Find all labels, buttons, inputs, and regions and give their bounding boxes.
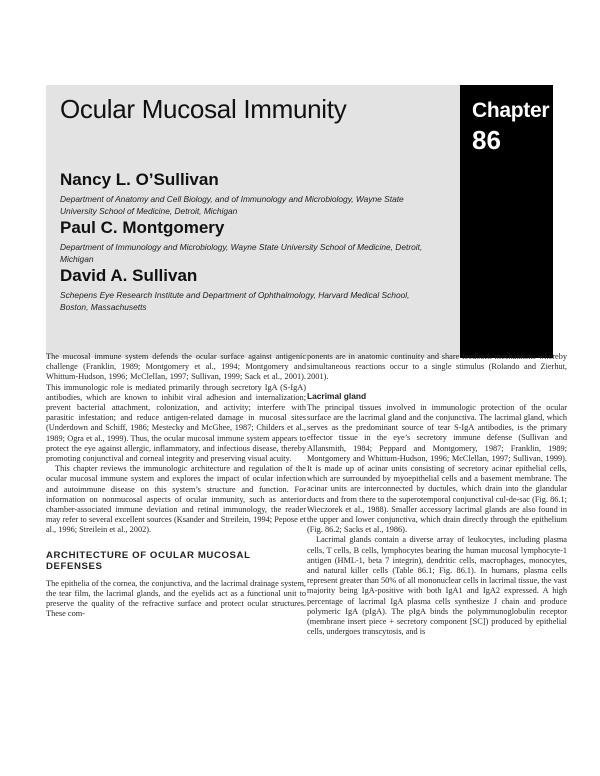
chapter-label: Chapter	[472, 99, 550, 122]
chapter-title: Ocular Mucosal Immunity	[60, 94, 347, 124]
author-name: Nancy L. O’Sullivan	[60, 170, 219, 189]
right-text-column	[307, 352, 567, 637]
body-paragraph: The mucosal immune system defends the ocular surface against antigenic challenge (Franklin, 1989; Montgomery et al., 1994; Montgomery and Whittum-Hudson, 1996; McClellan, 1997; Sullivan, 1999; Sack et al., 2001). This immunologic role is mediated primarily through secretory IgA (S-IgA) antibodies, which are known to inhibit viral adhesion and internalization; prevent bacterial attachment, colonization, and activity; interfere with parasitic infestation; and reduce antigen-related damage in mucosal sites (Underdown and Schiff, 1986; Mestecky and McGhee, 1987; Childers et al., 1989; Ogra et al., 1999). Thus, the ocular mucosal immune system appears to protect the eye against allergic, inflammatory, and infectious disease, thereby promoting conjunctival and corneal integrity and preserving visual acuity.	[46, 352, 306, 464]
author-block-2	[60, 218, 440, 265]
section-heading: ARCHITECTURE OF OCULAR MUCOSAL DEFENSES	[46, 549, 251, 573]
body-paragraph: This chapter reviews the immunologic architecture and regulation of the ocular mucosal immune system and explores the impact of ocular infection and autoimmune disease on this system’s structure and function. For information on nonmucosal aspects of ocular immunity, such as anterior chamber-associated immune deviation and retinal immunology, the reader may refer to several excellent sources (Ksander and Streilein, 1994; Pepose et al., 1996; Streilein et al., 2002).	[46, 464, 306, 535]
chapter-number: 86	[472, 125, 501, 155]
author-affiliation: Department of Immunology and Microbiology, Wayne State University School of Medicine, Detroit, Michigan	[60, 242, 423, 264]
author-affiliation: Schepens Eye Research Institute and Department of Ophthalmology, Harvard Medical School, Boston, Massachusetts	[60, 290, 410, 312]
body-paragraph: Lacrimal glands contain a diverse array of leukocytes, including plasma cells, T cells, B cells, lymphocytes bearing the human mucosal lymphocyte-1 antigen (HML-1, beta 7 integrin), dendritic cells, macrophages, monocytes, and natural killer cells (Table 86.1; Fig. 86.1). In humans, plasma cells represent greater than 50% of all mononuclear cells in lacrimal tissue, the vast majority being IgA-positive with both IgA1 and IgA2 expressed. A high percentage of lacrimal IgA plasma cells synthesize J chain and produce polymeric IgA (pIgA). The pIgA binds the polymmunoglobulin receptor (membrane insert piece + secretory component [SC]) produced by epithelial cells, undergoes transcytosis, and is	[307, 535, 567, 637]
left-text-column	[46, 352, 306, 619]
body-paragraph: ponents are in anatomic continuity and share feedback mechanisms whereby simultaneous reactions occur to a single stimulus (Rolando and Zierhut, 2001).	[307, 352, 567, 382]
author-block-1	[60, 170, 440, 217]
body-paragraph: The epithelia of the cornea, the conjunctiva, and the lacrimal drainage system, the tear film, the lacrimal glands, and the eyelids act as a functional unit to preserve the quality of the refractive surface and protect ocular structures. These com-	[46, 578, 306, 619]
author-affiliation: Department of Anatomy and Cell Biology, and of Immunology and Microbiology, Wayne State University School of Medicine, Detroit, Michigan	[60, 194, 404, 216]
author-name: David A. Sullivan	[60, 266, 198, 285]
author-name: Paul C. Montgomery	[60, 218, 225, 237]
chapter-number-box	[460, 85, 553, 358]
author-block-3	[60, 266, 440, 313]
subsection-heading: Lacrimal gland	[307, 390, 367, 401]
body-paragraph: The principal tissues involved in immunologic protection of the ocular surface are the lacrimal gland and the conjunctiva. The lacrimal gland, which serves as the predominant source of tear S-IgA antibodies, is the primary effector tissue in the eye’s secretory immune defense (Sullivan and Allansmith, 1984; Peppard and Montgomery, 1987; Franklin, 1989; Montgomery and Whittum-Hudson, 1996; McClellan, 1997; Sullivan, 1999). It is made up of acinar units consisting of secretory acinar epithelial cells, which are surrounded by myoepithelial cells and a basement membrane. The acinar units are interconnected by ductules, which drain into the glandular ducts and from there to the superotemporal conjunctival cul-de-sac (Fig. 86.1; Wieczorek et al., 1988). Smaller accessory lacrimal glands are also found in the upper and lower conjunctiva, which drain directly through the epithelium (Fig. 86.2; Sacks et al., 1986).	[307, 402, 567, 535]
